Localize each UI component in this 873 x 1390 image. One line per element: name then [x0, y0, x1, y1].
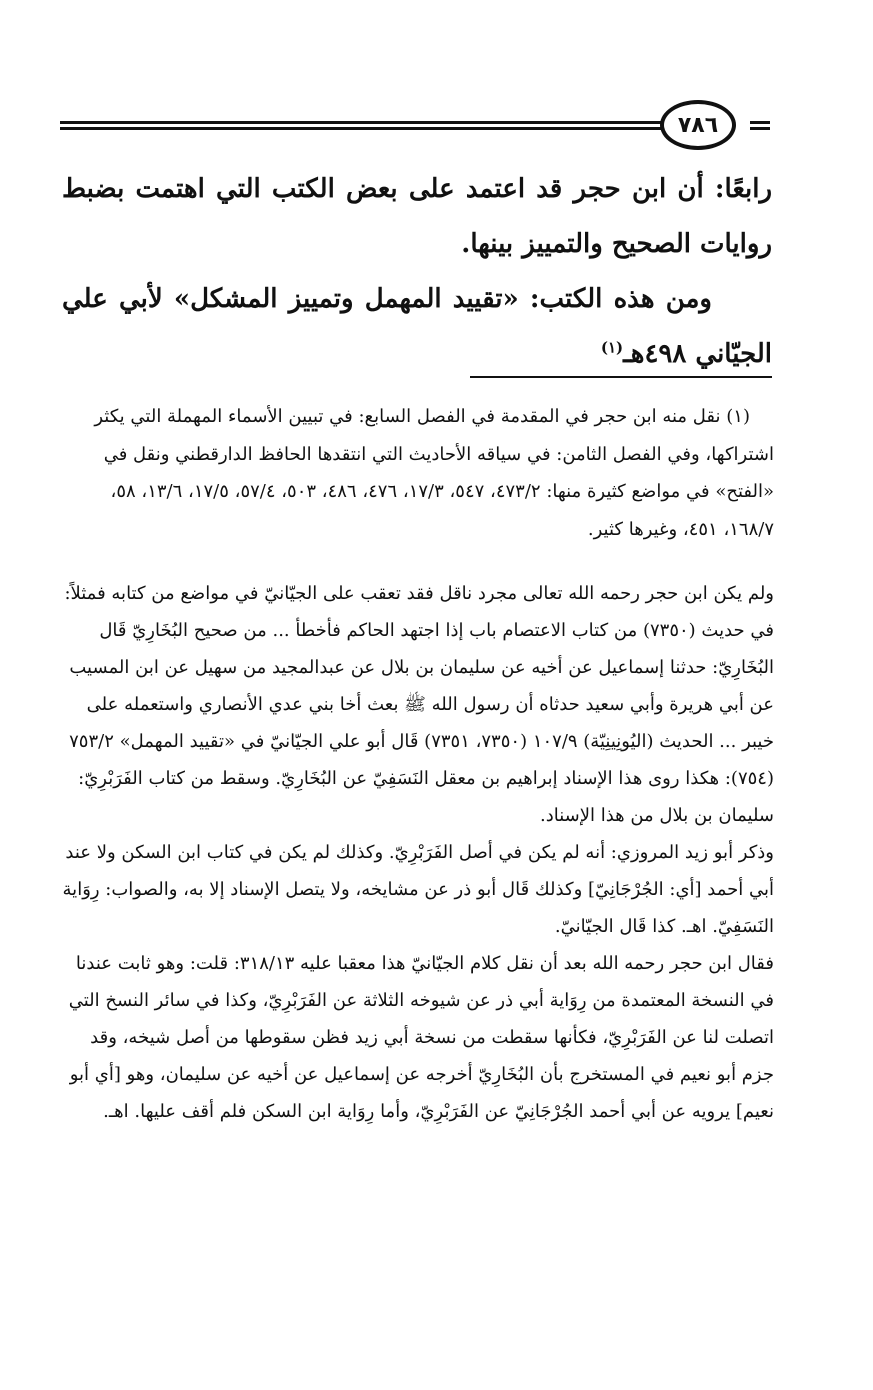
- body-text: [62, 575, 774, 1130]
- footnote-text: (١) نقل منه ابن حجر في المقدمة في الفصل السابع: في تبيين الأسماء المهملة التي يكثر اشتراكها، وفي الفصل الثامن: في سياقه الأحاديث التي انتقدها الحافظ الدارقطني ونقل في «الفتح» في مواضع كثيرة منها: ٤٧٣/٢، ٥٤٧، ١٧/٣، ٤٧٦، ٤٨٦، ٥٠٣، ٥٧/٤، ١٧/٥، ١٣/٦، ٥٨، ١٦٨/٧، ٤٥١، وغيرها كثير.: [94, 406, 774, 540]
- main-text: [62, 162, 772, 382]
- body-paragraph-1: ولم يكن ابن حجر رحمه الله تعالى مجرد ناقل فقد تعقب على الجيّانيّ في مواضع من كتابه فمثلاً: في حديث (٧٣٥٠) من كتاب الاعتصام باب إذا اجتهد الحاكم فأخطأ ... من صحيح البُخَارِيّ قَال البُخَارِيّ: حدثنا إسماعيل عن أخيه عن سليمان بن بلال عن عبدالمجيد من سهيل عن ابن المسيب عن أبي هريرة وأبي سعيد حدثاه أن رسول الله ﷺ بعث أخا بني عدي الأنصاري واستعمله على خيبر ... الحديث (اليُونِينِيّة) ١٠٧/٩ (٧٣٥٠، ٧٣٥١) قَال أبو علي الجيّانيّ في «تقييد المهمل» ٧٥٣/٢ (٧٥٤): هكذا روى هذا الإسناد إبراهيم بن معقل النَسَفِيّ عن البُخَارِيّ. وسقط من كتاب الفَرَبْرِيّ: سليمان بن بلال من هذا الإسناد.: [64, 583, 774, 826]
- header-rule-top: [60, 121, 670, 124]
- footnote-ref: (١): [600, 338, 624, 357]
- main-paragraph-2: [62, 272, 772, 382]
- body-paragraph-3: فقال ابن حجر رحمه الله بعد أن نقل كلام الجيّانيّ هذا معقبا عليه ٣١٨/١٣: قلت: وهو ثابت عندنا في النسخة المعتمدة من رِوَاية أبي ذر عن شيوخه الثلاثة عن الفَرَبْرِيّ، وكذا في سائر النسخ التي اتصلت لنا عن الفَرَبْرِيّ، فكأنها سقطت من نسخة أبي زيد فظن سقوطها من أصل شيخه، وقد جزم أبو نعيم في المستخرج بأن البُخَارِيّ أخرجه عن إسماعيل عن أخيه عن سليمان، وهو [أي أبو نعيم] يرويه عن أبي أحمد الجُرْجَانِيّ عن الفَرَبْرِيّ، وأما رِوَاية ابن السكن فلم أقف عليها. اهـ.: [68, 953, 774, 1122]
- main-paragraph-2-text: ومن هذه الكتب: «تقييد المهمل وتمييز المشكل» لأبي علي الجيّاني ٤٩٨هـ: [62, 284, 772, 369]
- main-paragraph-1: رابعًا: أن ابن حجر قد اعتمد على بعض الكتب التي اهتمت بضبط روايات الصحيح والتمييز بينها.: [62, 174, 772, 259]
- body-paragraph-2: وذكر أبو زيد المروزي: أنه لم يكن في أصل الفَرَبْرِيّ. وكذلك لم يكن في كتاب ابن السكن ولا عند أبي أحمد [أي: الجُرْجَانِيّ] وكذلك قَال أبو ذر عن مشايخه، ولا يتصل الإسناد إلا به، والصواب: رِوَاية النَسَفِيّ. اهـ. كذا قَال الجيّانيّ.: [62, 842, 774, 937]
- header-rule-bottom-right: [750, 127, 770, 130]
- footnote-separator: [470, 376, 772, 378]
- header-rule-bottom: [60, 127, 670, 130]
- page-header: [60, 100, 770, 150]
- header-rule-top-right: [750, 121, 770, 124]
- footnote: [62, 398, 774, 548]
- page-number: ٧٨٦: [660, 100, 736, 150]
